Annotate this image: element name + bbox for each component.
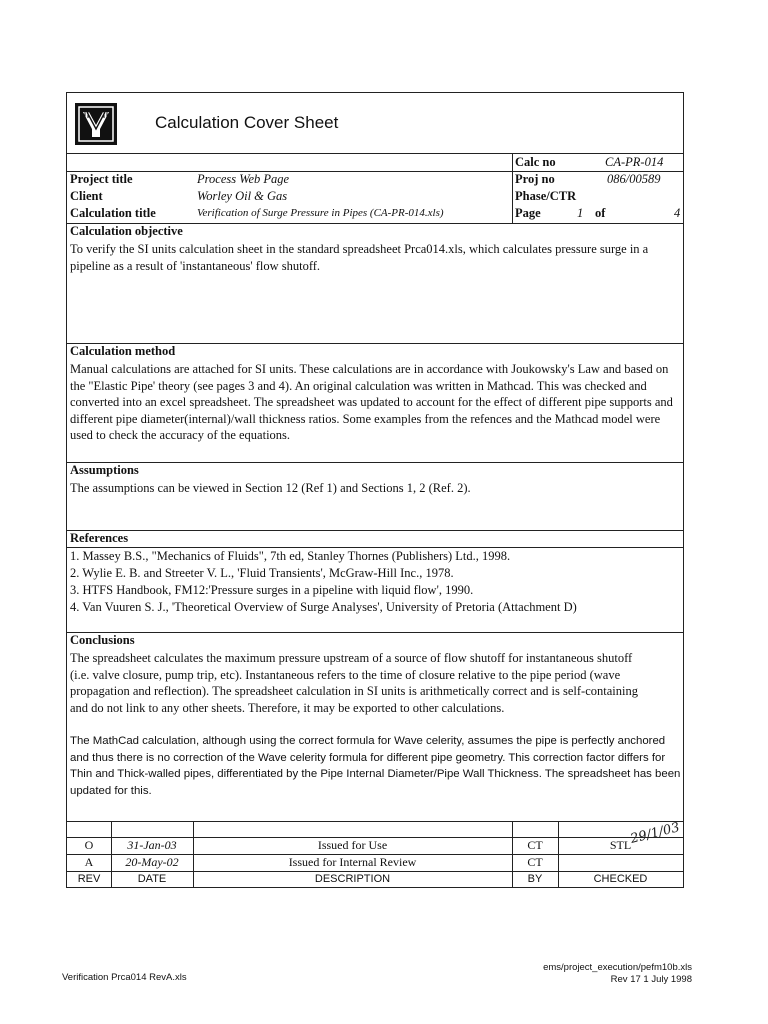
revision-header-rev: REV <box>77 873 101 885</box>
divider <box>512 153 513 223</box>
handwritten-date: 29/1/03 <box>628 820 682 847</box>
project-title-value: Process Web Page <box>197 172 290 186</box>
revision-date: 20-May-02 <box>125 855 179 869</box>
client-value: Worley Oil & Gas <box>197 189 288 203</box>
phase-label: Phase/CTR <box>515 189 577 203</box>
reference-item: 4. Van Vuuren S. J., 'Theoretical Overview of Surge Analyses', University of Pretoria (Attachment D) <box>70 600 577 614</box>
revision-description: Issued for Use <box>317 838 388 852</box>
calculation-cover-sheet <box>66 92 684 888</box>
divider <box>67 462 683 463</box>
calc-title-label: Calculation title <box>70 206 156 220</box>
calc-title-value: Verification of Surge Pressure in Pipes (CA-PR-014.xls) <box>197 207 444 219</box>
revision-rev: O <box>84 838 94 852</box>
method-text: Manual calculations are attached for SI units. These calculations are in accordance with Joukowsky's Law and based on the "Elastic Pipe' theory (see pages 3 and 4). An original calculation was written in Mathcad. This was checked and converted into an excel spreadsheet. The spreadsheet was updated to account for the effect of different pipe supports and different pipe diameter(internal)/wall thickness ratios. Some examples from the refences and the Mathcad model were used to check the accuracy of the equations. <box>70 362 673 443</box>
method-heading: Calculation method <box>70 344 176 358</box>
page-title: Calculation Cover Sheet <box>155 113 339 132</box>
assumptions-text: The assumptions can be viewed in Section 12 (Ref 1) and Sections 1, 2 (Ref. 2). <box>70 481 471 495</box>
footer-template-rev: Rev 17 1 July 1998 <box>610 974 692 985</box>
divider <box>67 153 683 154</box>
revision-by: CT <box>527 855 543 869</box>
client-label: Client <box>70 189 103 203</box>
assumptions-heading: Assumptions <box>70 463 139 477</box>
objective-text: To verify the SI units calculation sheet in the standard spreadsheet Prca014.xls, which calculates pressure surge in a pipeline as a result of 'instantaneous' flow shutoff. <box>70 242 649 273</box>
revision-description: Issued for Internal Review <box>288 855 417 869</box>
calc-no-value: CA-PR-014 <box>605 155 664 169</box>
conclusions-text-sans: The MathCad calculation, although using the correct formula for Wave celerity, assumes the pipe is perfectly anchored and thus there is no correction of the Wave celerity formula for different pipe geometry. This correction factor differs for Thin and Thick-walled pipes, differentiated by the Pipe Internal Diameter/Pipe Wall Thickness. The spreadsheet has been updated for this. <box>70 735 681 797</box>
divider <box>67 171 683 172</box>
revision-by: CT <box>527 838 543 852</box>
proj-no-value: 086/00589 <box>607 172 661 186</box>
revision-header-description: DESCRIPTION <box>314 873 391 885</box>
conclusions-heading: Conclusions <box>70 633 135 647</box>
company-logo <box>75 103 117 145</box>
page-label: Page <box>515 206 541 220</box>
page-total: 4 <box>674 206 681 220</box>
revision-header-checked: CHECKED <box>593 873 648 885</box>
calc-no-label: Calc no <box>515 155 556 169</box>
reference-item: 3. HTFS Handbook, FM12:'Pressure surges in a pipeline with liquid flow', 1990. <box>70 583 474 597</box>
objective-heading: Calculation objective <box>70 224 183 238</box>
divider <box>67 821 683 822</box>
divider <box>67 530 683 531</box>
revision-date: 31-Jan-03 <box>127 838 177 852</box>
revision-rev: A <box>84 855 94 869</box>
revision-header-by: BY <box>527 873 543 885</box>
revision-header-date: DATE <box>137 873 167 885</box>
proj-no-label: Proj no <box>515 172 555 186</box>
references-heading: References <box>70 531 129 545</box>
divider <box>67 632 683 633</box>
page-of-label: of <box>595 206 606 220</box>
page-number: 1 <box>577 206 584 220</box>
divider <box>67 871 683 872</box>
footer-template-path: ems/project_execution/pefm10b.xls <box>543 962 692 973</box>
conclusions-text: The spreadsheet calculates the maximum pressure upstream of a source of flow shutoff for instantaneous shutoff (i.e. valve closure, pump trip, etc). Instantaneous refers to the time of closure relative to the pipe period (wave propagation and reflection). The spreadsheet calculation in SI units is arithmetically correct and is self-containing and do not link to any other sheets. Therefore, it may be exported to other calculations. <box>70 651 638 715</box>
project-title-label: Project title <box>70 172 133 186</box>
footer-filename: Verification Prca014 RevA.xls <box>62 972 187 983</box>
reference-item: 2. Wylie E. B. and Streeter V. L., 'Fluid Transients', McGraw-Hill Inc., 1978. <box>70 566 454 580</box>
reference-item: 1. Massey B.S., "Mechanics of Fluids", 7th ed, Stanley Thornes (Publishers) Ltd., 1998. <box>70 549 511 563</box>
revision-checked: STL <box>609 838 632 852</box>
